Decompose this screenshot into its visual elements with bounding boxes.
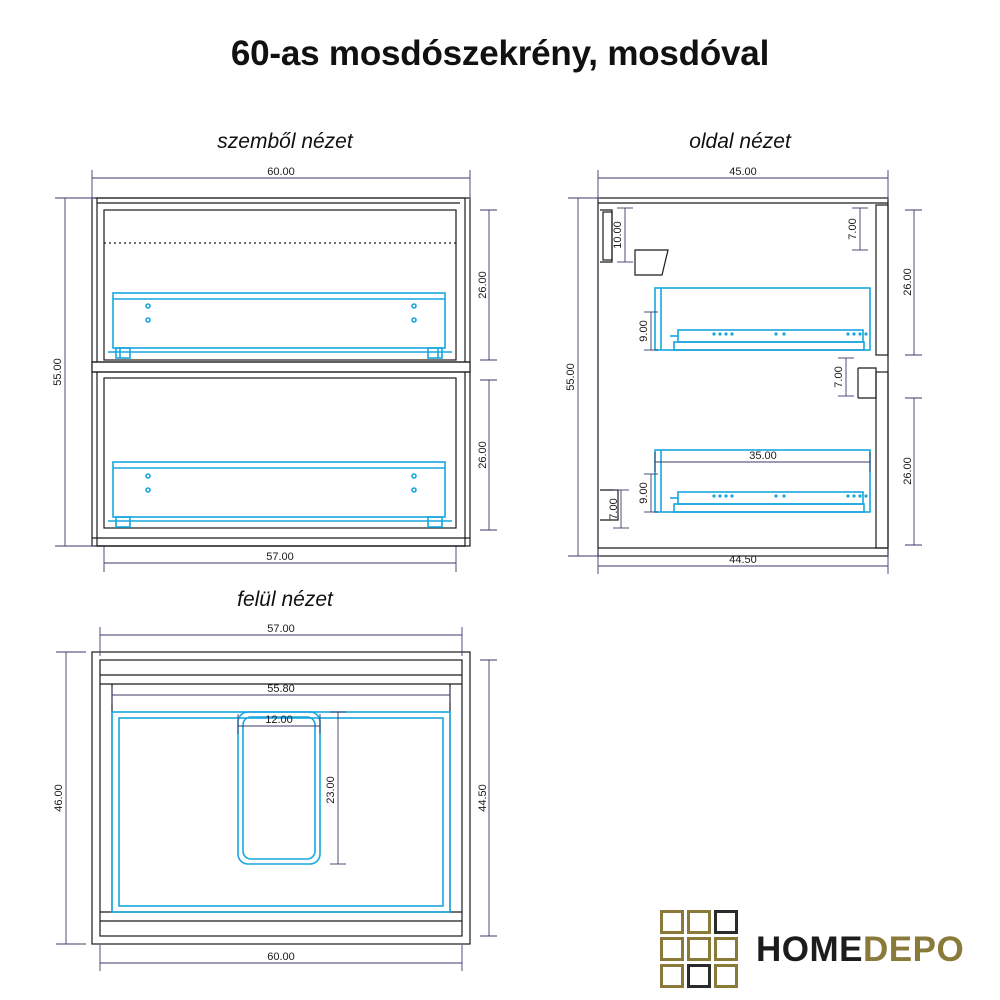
dim-side-top: 45.00	[729, 166, 757, 178]
dim-side-lower-drawer: 35.00	[749, 450, 777, 462]
dim-side-detail-7-mid: 7.00	[833, 366, 845, 388]
logo-grid-icon	[660, 910, 746, 990]
logo-word-depo: DEPO	[863, 930, 965, 969]
view-label-front: szemből nézet	[217, 130, 353, 153]
dim-front-left: 55.00	[52, 358, 64, 386]
dim-side-detail-10: 10.00	[612, 221, 624, 249]
view-label-top: felül nézet	[237, 588, 333, 611]
view-label-side: oldal nézet	[689, 130, 791, 153]
dim-side-slide-9-lower: 9.00	[638, 482, 650, 504]
dim-side-detail-7-bottom: 7.00	[608, 498, 620, 520]
logo-wordmark	[756, 930, 964, 970]
dim-top-left: 46.00	[53, 784, 65, 812]
dim-top-bottom: 60.00	[267, 951, 295, 963]
logo-word-home: HOME	[756, 930, 863, 969]
dim-top-cutout-width: 12.00	[265, 714, 293, 726]
dim-front-right-upper: 26.00	[477, 271, 489, 299]
dim-side-right-lower: 26.00	[902, 457, 914, 485]
dim-top-inner: 55.80	[267, 683, 295, 695]
dim-front-right-lower: 26.00	[477, 441, 489, 469]
top-view-group	[56, 627, 497, 971]
dim-side-slide-9-upper: 9.00	[638, 320, 650, 342]
dim-top-cutout-depth: 23.00	[325, 776, 337, 804]
dim-side-left: 55.00	[565, 363, 577, 391]
dim-top-outer: 57.00	[267, 623, 295, 635]
page-title: 60-as mosdószekrény, mosdóval	[230, 34, 770, 73]
dim-front-top: 60.00	[267, 166, 295, 178]
dim-top-right: 44.50	[477, 784, 489, 812]
dim-side-detail-7-top: 7.00	[847, 218, 859, 240]
brand-logo	[660, 910, 980, 990]
dim-front-bottom: 57.00	[266, 551, 294, 563]
front-view-group	[55, 170, 497, 572]
dim-side-right-upper: 26.00	[902, 268, 914, 296]
dim-side-bottom: 44.50	[729, 554, 757, 566]
